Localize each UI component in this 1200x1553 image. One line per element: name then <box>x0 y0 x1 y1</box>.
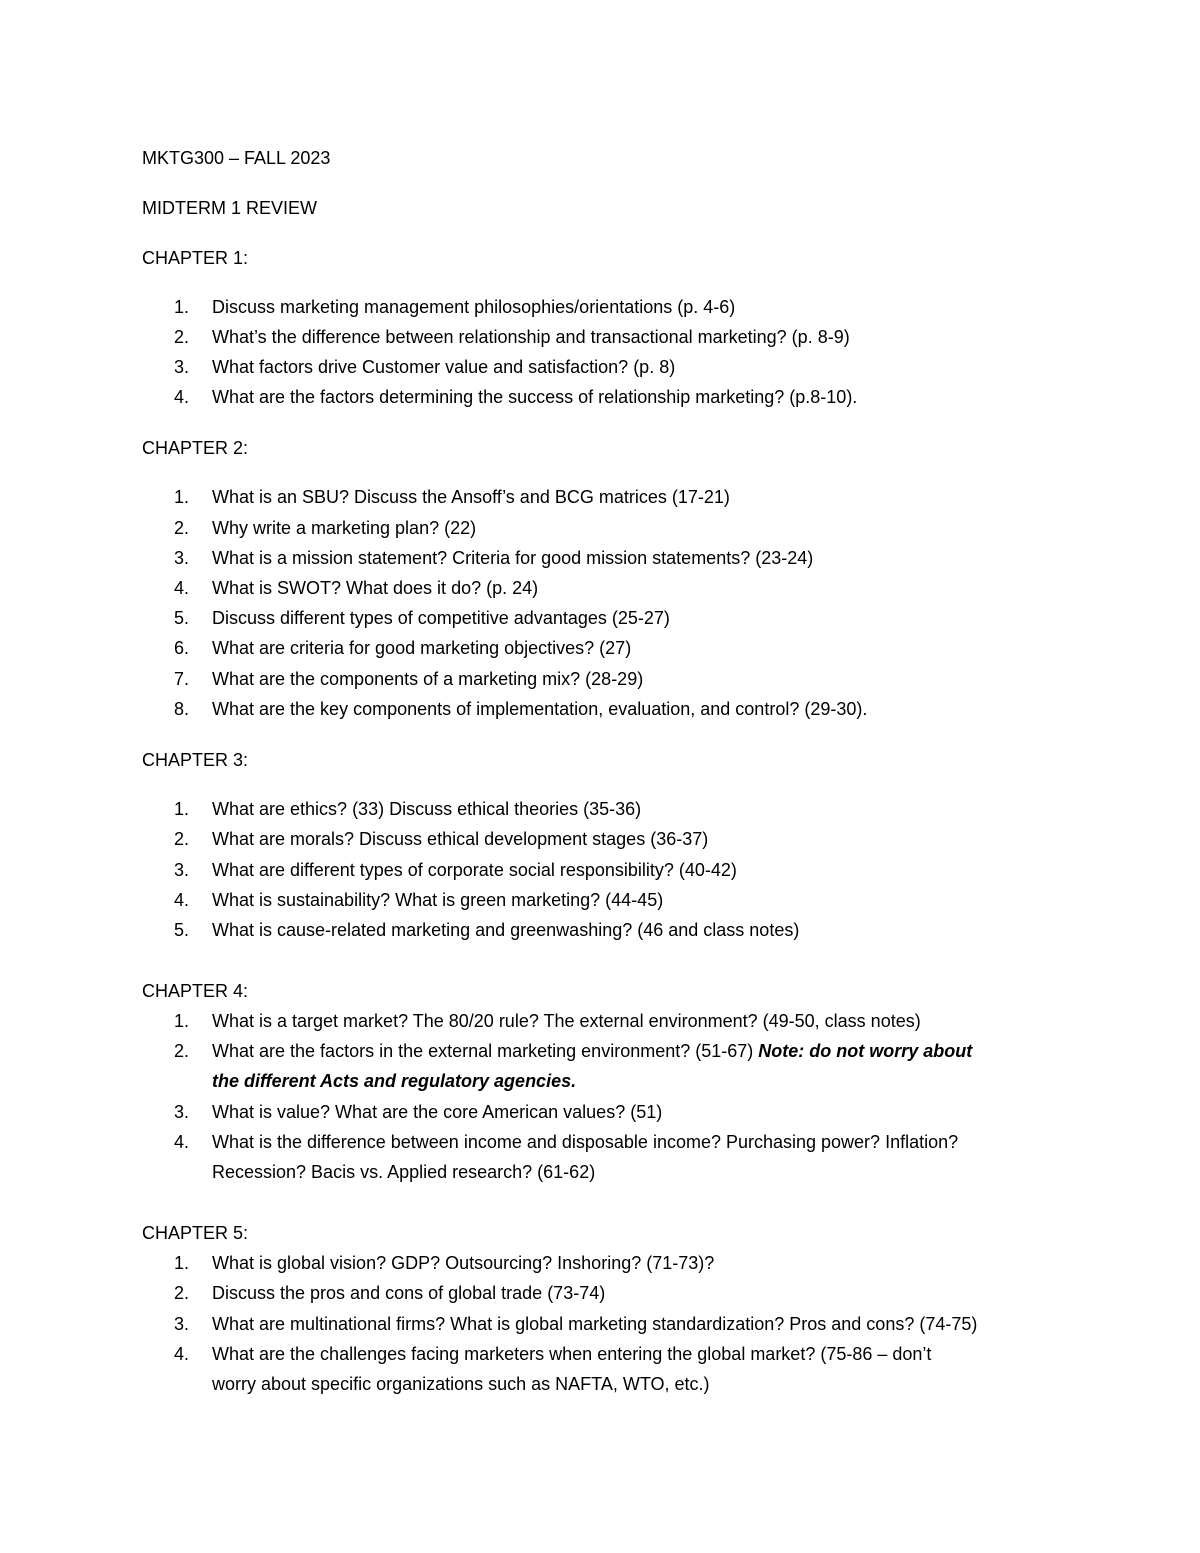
item-number: 4. <box>174 387 190 407</box>
item-number: 4. <box>174 578 190 598</box>
list-item <box>174 1009 921 1033</box>
item-number: 1. <box>174 297 190 317</box>
item-number: 2. <box>174 327 190 347</box>
item-number: 7. <box>174 669 190 689</box>
list-item <box>174 485 730 509</box>
item-text: What is a mission statement? Criteria for good mission statements? (23-24) <box>212 548 814 568</box>
list-item-continuation: worry about specific organizations such as NAFTA, WTO, etc.) <box>212 1374 710 1394</box>
item-number: 2. <box>174 829 190 849</box>
item-number: 1. <box>174 1011 190 1031</box>
item-number: 4. <box>174 1132 190 1152</box>
item-text: What are multinational firms? What is global marketing standardization? Pros and cons? (74-75) <box>212 1314 978 1334</box>
list-item <box>174 918 799 942</box>
list-item <box>174 1312 977 1336</box>
item-number: 5. <box>174 920 190 940</box>
item-text: What’s the difference between relationship and transactional marketing? (p. 8-9) <box>212 327 850 347</box>
item-number: 3. <box>174 548 190 568</box>
item-text: What are morals? Discuss ethical development stages (36-37) <box>212 829 709 849</box>
list-item <box>174 697 867 721</box>
item-text: What are the factors determining the success of relationship marketing? (p.8-10). <box>212 387 858 407</box>
list-item <box>174 1039 972 1063</box>
item-text: What is global vision? GDP? Outsourcing? Inshoring? (71-73)? <box>212 1253 715 1273</box>
list-item <box>174 827 708 851</box>
item-number: 3. <box>174 1102 190 1122</box>
item-number: 2. <box>174 518 190 538</box>
item-text: What are the components of a marketing mix? (28-29) <box>212 669 644 689</box>
list-item <box>174 385 857 409</box>
list-item <box>174 667 643 691</box>
item-text: What factors drive Customer value and satisfaction? (p. 8) <box>212 357 676 377</box>
item-number: 1. <box>174 1253 190 1273</box>
chapter-2-heading: CHAPTER 2: <box>142 438 249 458</box>
list-item <box>174 858 737 882</box>
item-number: 2. <box>174 1283 190 1303</box>
item-number: 8. <box>174 699 190 719</box>
item-text: What are different types of corporate social responsibility? (40-42) <box>212 860 737 880</box>
item-text: What are the factors in the external marketing environment? (51-67) <box>212 1041 759 1061</box>
course-title: MKTG300 – FALL 2023 <box>142 148 331 168</box>
item-text: What are the challenges facing marketers when entering the global market? (75-86 – don’t <box>212 1344 932 1364</box>
item-number: 5. <box>174 608 190 628</box>
item-text: Discuss marketing management philosophies/orientations (p. 4-6) <box>212 297 736 317</box>
item-number: 2. <box>174 1041 190 1061</box>
list-item <box>174 355 675 379</box>
list-item <box>174 797 641 821</box>
list-item <box>174 1342 931 1366</box>
list-item <box>174 636 631 660</box>
chapter-3-heading: CHAPTER 3: <box>142 750 249 770</box>
item-text: What is an SBU? Discuss the Ansoff’s and BCG matrices (17-21) <box>212 487 730 507</box>
list-item <box>174 1130 958 1154</box>
list-item <box>174 576 538 600</box>
item-number: 3. <box>174 1314 190 1334</box>
item-text: Discuss the pros and cons of global trade (73-74) <box>212 1283 606 1303</box>
item-text: What are ethics? (33) Discuss ethical theories (35-36) <box>212 799 642 819</box>
list-item <box>174 1251 714 1275</box>
note-text: Note: do not worry about <box>758 1041 973 1061</box>
item-text: What are the key components of implementation, evaluation, and control? (29-30). <box>212 699 868 719</box>
item-number: 3. <box>174 357 190 377</box>
chapter-5-heading: CHAPTER 5: <box>142 1223 249 1243</box>
item-text: What are criteria for good marketing objectives? (27) <box>212 638 632 658</box>
item-text: What is a target market? The 80/20 rule? The external environment? (49-50, class notes) <box>212 1011 921 1031</box>
list-item <box>174 606 670 630</box>
item-text: Why write a marketing plan? (22) <box>212 518 477 538</box>
item-number: 4. <box>174 1344 190 1364</box>
list-item <box>174 295 735 319</box>
item-number: 6. <box>174 638 190 658</box>
item-text: What is value? What are the core American values? (51) <box>212 1102 663 1122</box>
list-item <box>174 516 476 540</box>
chapter-4-heading: CHAPTER 4: <box>142 981 249 1001</box>
note-text: the different Acts and regulatory agencies. <box>212 1071 577 1091</box>
list-item <box>174 1281 605 1305</box>
item-text: Discuss different types of competitive advantages (25-27) <box>212 608 670 628</box>
list-item <box>174 888 663 912</box>
item-number: 1. <box>174 487 190 507</box>
list-item <box>174 325 850 349</box>
item-number: 1. <box>174 799 190 819</box>
list-item-continuation <box>212 1069 576 1093</box>
list-item <box>174 546 813 570</box>
list-item-continuation: Recession? Bacis vs. Applied research? (61-62) <box>212 1162 596 1182</box>
item-number: 3. <box>174 860 190 880</box>
document-title: MIDTERM 1 REVIEW <box>142 198 318 218</box>
list-item <box>174 1100 662 1124</box>
item-text: What is sustainability? What is green marketing? (44-45) <box>212 890 664 910</box>
item-number: 4. <box>174 890 190 910</box>
item-text: What is cause-related marketing and greenwashing? (46 and class notes) <box>212 920 800 940</box>
item-text: What is SWOT? What does it do? (p. 24) <box>212 578 539 598</box>
item-text: What is the difference between income and disposable income? Purchasing power? Inflation? <box>212 1132 959 1152</box>
chapter-1-heading: CHAPTER 1: <box>142 248 249 268</box>
